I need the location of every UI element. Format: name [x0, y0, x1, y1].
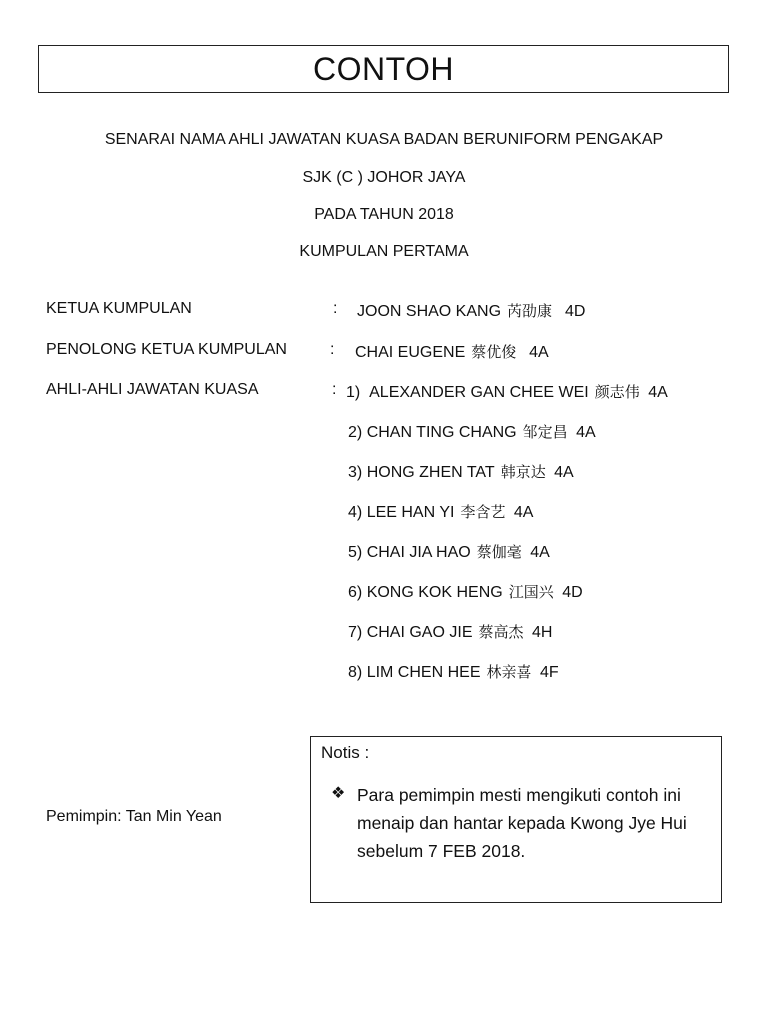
member-cjk-name: 林亲喜 — [486, 663, 532, 681]
ajk-member-3 — [348, 461, 574, 482]
member-number: 6) — [348, 584, 363, 601]
member-name: CHAN TING CHANG — [366, 424, 517, 441]
member-class: 4A — [513, 504, 534, 521]
member-number: 2) — [348, 424, 363, 441]
penolong-cjk-name: 蔡优俊 — [471, 343, 517, 361]
member-number: 7) — [348, 624, 363, 641]
member-class: 4D — [562, 584, 583, 601]
member-name: CHAI JIA HAO — [366, 544, 471, 561]
ajk-member-5 — [348, 541, 550, 562]
heading-line-4: KUMPULAN PERTAMA — [299, 243, 469, 260]
ajk-member-2 — [348, 421, 596, 442]
member-number: 5) — [348, 544, 363, 561]
member-cjk-name: 蔡伽毫 — [476, 543, 522, 561]
member-name: ALEXANDER GAN CHEE WEI — [369, 384, 589, 401]
notis-box — [310, 736, 722, 903]
ajk-colon: : — [332, 381, 337, 398]
member-name: LEE HAN YI — [366, 504, 455, 521]
member-class: 4A — [554, 464, 574, 481]
member-name: LIM CHEN HEE — [366, 664, 481, 681]
ajk-member-6 — [348, 581, 583, 602]
member-cjk-name: 江国兴 — [508, 583, 554, 601]
member-number: 1) — [346, 384, 361, 401]
member-number: 4) — [348, 504, 363, 521]
member-cjk-name: 颜志伟 — [594, 383, 640, 401]
member-name: HONG ZHEN TAT — [366, 464, 495, 481]
member-number: 3) — [348, 464, 363, 481]
leader-label: Pemimpin: Tan Min Yean — [46, 808, 222, 825]
member-cjk-name: 韩京达 — [500, 463, 546, 481]
ketua-cjk-name: 芮劭康 — [507, 302, 553, 320]
member-number: 8) — [348, 664, 363, 681]
notis-text: Para pemimpin mesti mengikuti contoh ini menaip dan hantar kepada Kwong Jye Hui sebelum 7 FEB 2018. — [357, 785, 687, 861]
penolong-label: PENOLONG KETUA KUMPULAN — [46, 341, 287, 358]
penolong-class: 4A — [529, 344, 549, 361]
member-cjk-name: 李含艺 — [460, 503, 506, 521]
member-class: 4F — [539, 664, 559, 681]
member-class: 4A — [648, 384, 668, 401]
heading-line-1: SENARAI NAMA AHLI JAWATAN KUASA BADAN BERUNIFORM PENGAKAP — [104, 131, 664, 148]
diamond-bullet-icon: ❖ — [331, 783, 346, 802]
penolong-value — [355, 341, 549, 362]
ajk-member-1 — [346, 381, 668, 402]
member-cjk-name: 蔡高杰 — [478, 623, 524, 641]
member-class: 4A — [530, 544, 550, 561]
notis-title: Notis : — [321, 743, 370, 762]
member-name: KONG KOK HENG — [366, 584, 503, 601]
member-class: 4A — [576, 424, 596, 441]
member-class: 4H — [531, 624, 553, 641]
ketua-value — [357, 300, 585, 321]
ketua-colon: : — [333, 300, 338, 317]
heading-line-3: PADA TAHUN 2018 — [314, 206, 454, 223]
penolong-colon: : — [330, 341, 335, 358]
heading-line-2: SJK (C ) JOHOR JAYA — [302, 169, 466, 186]
member-name: CHAI GAO JIE — [366, 624, 473, 641]
document-title: CONTOH — [38, 45, 729, 93]
ajk-member-7 — [348, 621, 552, 642]
ketua-name: JOON SHAO KANG — [357, 303, 502, 320]
ketua-label: KETUA KUMPULAN — [46, 300, 192, 317]
ketua-class: 4D — [564, 303, 586, 320]
ajk-member-8 — [348, 661, 559, 682]
penolong-name: CHAI EUGENE — [355, 344, 466, 361]
member-cjk-name: 邹定昌 — [522, 423, 568, 441]
ajk-member-4 — [348, 501, 533, 522]
ajk-label: AHLI-AHLI JAWATAN KUASA — [46, 381, 259, 398]
